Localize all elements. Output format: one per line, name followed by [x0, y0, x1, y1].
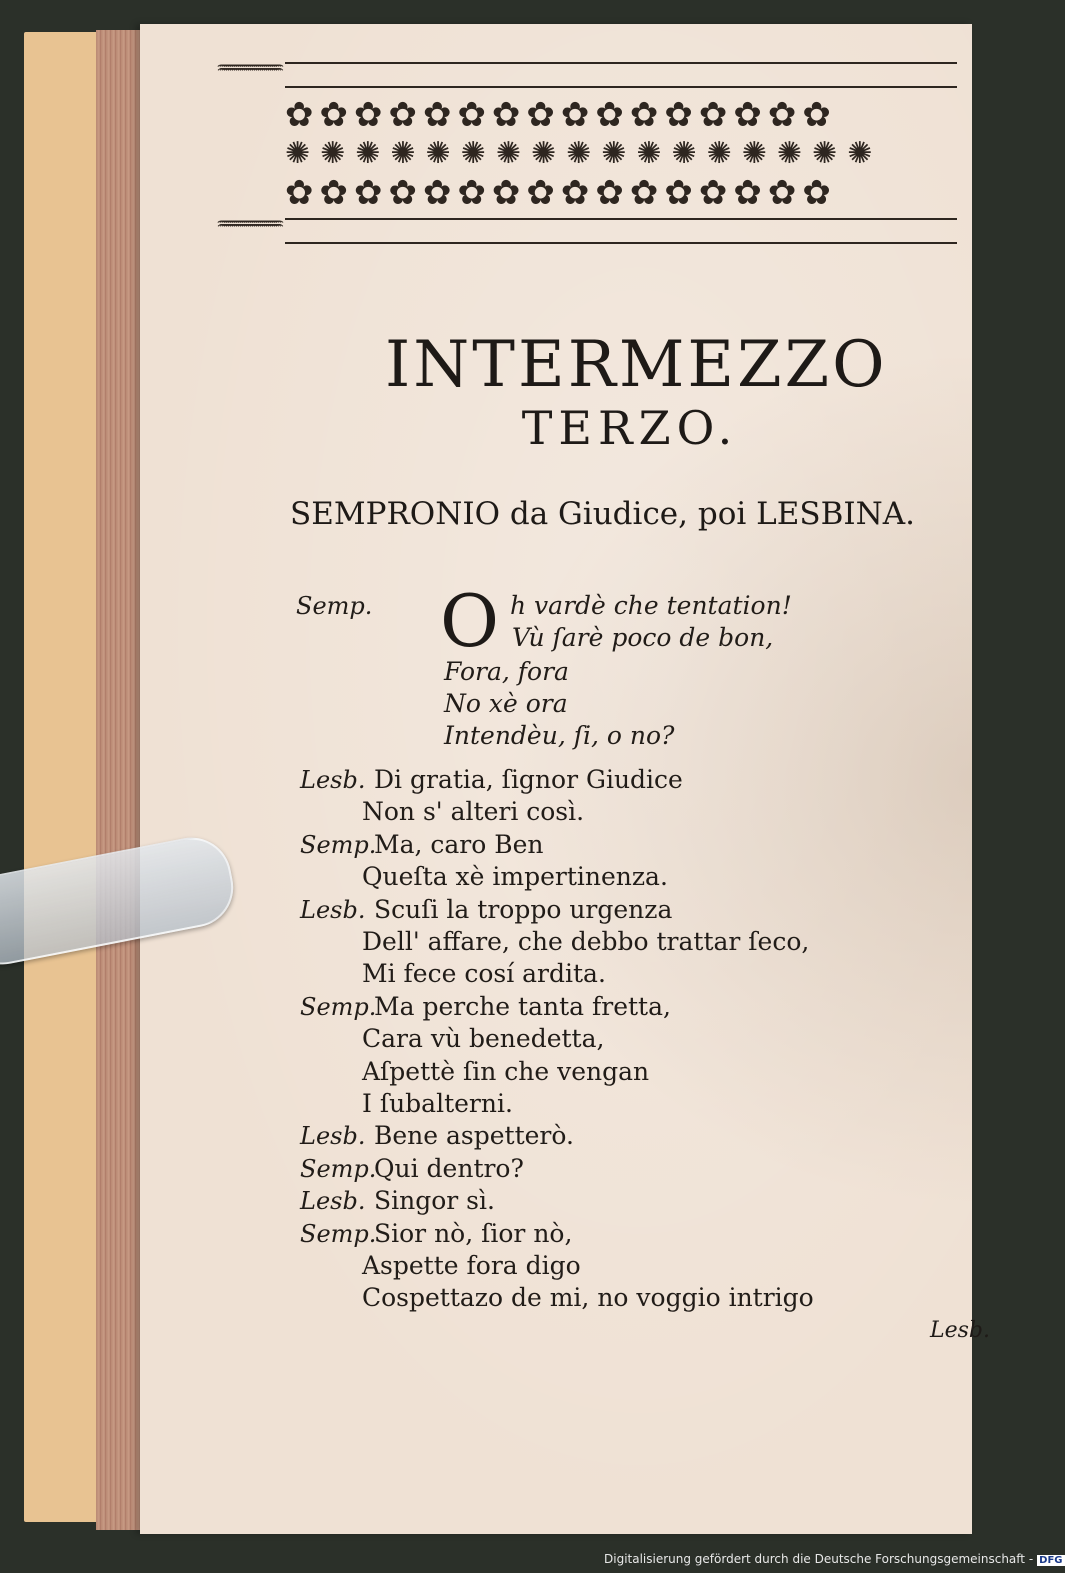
speaker-label: Lesb. — [300, 896, 366, 924]
aria-verse-line: h vardè che tentation! — [510, 591, 792, 620]
aria-verse-line: Intendèu, ſi, o no? — [444, 721, 675, 750]
dialogue-line: Cara vù benedetta, — [362, 1024, 605, 1053]
dialogue-line: Aſpettè ſin che vengan — [362, 1057, 650, 1086]
dialogue-line: Scuſi la troppo urgenza — [374, 895, 673, 924]
dialogue-line: Queſta xè impertinenza. — [362, 862, 668, 891]
ornament-flower-row-1: ✿✿✿✿✿✿✿✿✿✿✿✿✿✿✿✿ — [285, 95, 837, 135]
aria-verse-line: No xè ora — [444, 689, 568, 718]
page-subtitle: TERZO. — [521, 401, 739, 455]
dialogue-line: Singor sì. — [374, 1186, 495, 1215]
dialogue-line: Di gratia, ſignor Giudice — [374, 765, 683, 794]
speaker-label: Semp. — [300, 1220, 377, 1248]
speaker-label: Lesb. — [300, 766, 366, 794]
dialogue-line: Mi fece cosí ardita. — [362, 959, 606, 988]
dialogue-line: Non s' alteri così. — [362, 797, 585, 826]
aria-speaker: Semp. — [296, 592, 373, 620]
dialogue-line: Dell' affare, che debbo trattar ſeco, — [362, 927, 810, 956]
dialogue-line: I ſubalterni. — [362, 1089, 513, 1118]
catchword: Lesb. — [930, 1318, 990, 1343]
scene-heading: SEMPRONIO da Giudice, poi LESBINA. — [290, 496, 915, 532]
ornament-star-row: ✺✺✺✺✺✺✺✺✺✺✺✺✺✺✺✺✺ — [285, 136, 883, 171]
speaker-label: Semp. — [300, 831, 377, 859]
ornament-wave-bottom — [285, 218, 957, 244]
dialogue-line: Cospettazo de mi, no voggio intrigo — [362, 1283, 814, 1312]
dialogue-line: Ma perche tanta fretta, — [374, 992, 671, 1021]
dfg-logo: DFG — [1039, 1555, 1063, 1566]
printer-ornament — [285, 34, 957, 216]
dialogue-line: Aspette fora digo — [362, 1251, 581, 1280]
dialogue-line: Qui dentro? — [374, 1154, 524, 1183]
speaker-label: Semp. — [300, 993, 377, 1021]
page-title: INTERMEZZO — [385, 328, 888, 402]
speaker-label: Lesb. — [300, 1187, 366, 1215]
ornament-wave-top — [285, 62, 957, 88]
dialogue-line: Sior nò, ſior nò, — [374, 1219, 573, 1248]
aria-verse-line: Fora, fora — [444, 657, 569, 686]
footer-text: Digitalisierung gefördert durch die Deutsche Forschungsgemeinschaft - — [604, 1552, 1034, 1566]
drop-cap: O — [440, 579, 500, 663]
dialogue-line: Ma, caro Ben — [374, 830, 544, 859]
footer-credit — [604, 1552, 1065, 1566]
dialogue-line: Bene aspetterò. — [374, 1121, 574, 1150]
aria-verse-line: Vù ſarè poco de bon, — [512, 623, 774, 652]
speaker-label: Semp. — [300, 1155, 377, 1183]
speaker-label: Lesb. — [300, 1122, 366, 1150]
ornament-flower-row-2: ✿✿✿✿✿✿✿✿✿✿✿✿✿✿✿✿ — [285, 173, 837, 213]
